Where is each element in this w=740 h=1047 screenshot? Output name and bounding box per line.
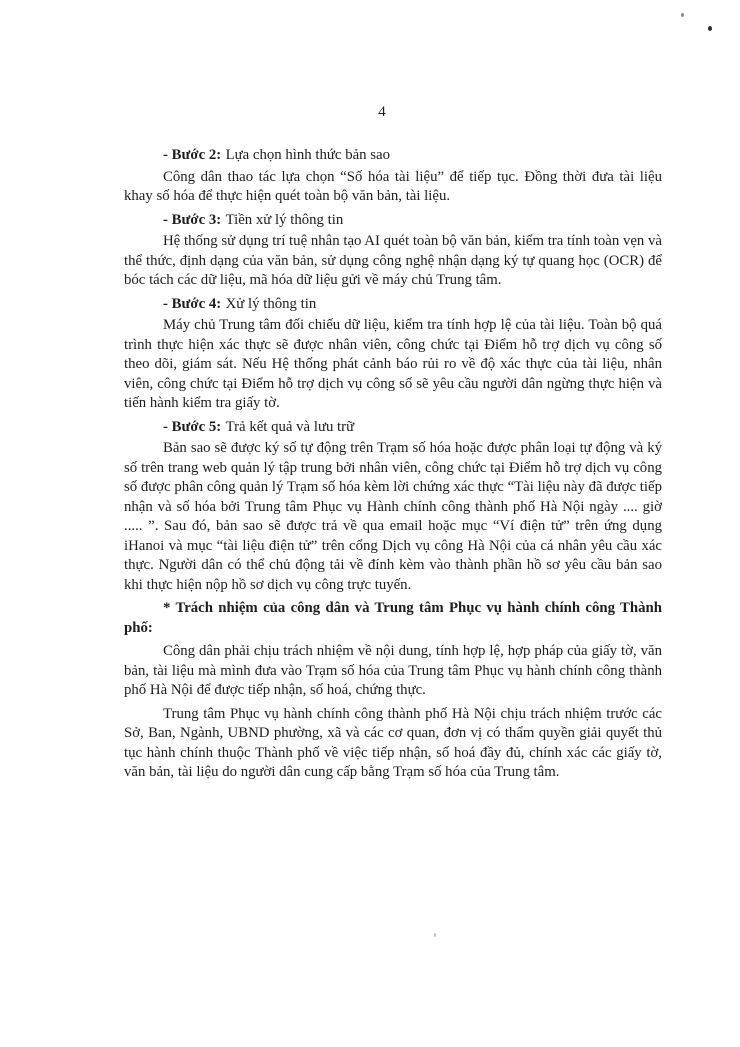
scan-speck-icon — [434, 933, 436, 937]
step-5-label: - Bước 5: — [163, 418, 222, 435]
responsibility-paragraph-2: Trung tâm Phục vụ hành chính công thành phố Hà Nội chịu trách nhiệm trước các Sở, Ban, Ngành, UBND phường, xã và các cơ quan, đơn vị có thẩm quyền giải quyết thủ tục hành chính thuộc Thành phố về việc tiếp nhận, số hoá đầy đủ, chính xác các giấy tờ, văn bản, tài liệu do người dân cung cấp bằng Trạm số hóa của Trung tâm. — [124, 705, 662, 780]
responsibility-heading: * Trách nhiệm của công dân và Trung tâm Phục vụ hành chính công Thành phố: — [124, 600, 662, 636]
step-2-heading — [124, 146, 662, 166]
page-number: 4 — [378, 104, 386, 120]
scan-speck-icon — [681, 13, 684, 17]
step-3-label: - Bước 3: — [163, 211, 222, 228]
step-3-title: Tiền xử lý thông tin — [225, 211, 344, 228]
step-2-label: - Bước 2: — [163, 147, 222, 163]
responsibility-paragraph-1: Công dân phải chịu trách nhiệm về nội dung, tính hợp lệ, hợp pháp của giấy tờ, văn bản, tài liệu mà mình đưa vào Trạm số hóa của Trung tâm Phục vụ hành chính công thành phố Hà Nội để được tiếp nhận, số hoá, chứng thực. — [124, 643, 662, 698]
step-4-heading — [124, 295, 662, 315]
document-body — [124, 144, 662, 787]
step-3-paragraph: Hệ thống sử dụng trí tuệ nhân tạo AI quét toàn bộ văn bản, kiểm tra tính toàn vẹn và thể thức, định dạng của văn bản, sử dụng công nghệ nhận dạng ký tự quang học (OCR) để bóc tách các dữ liệu, mã hóa dữ liệu gửi về máy chủ Trung tâm. — [124, 233, 662, 288]
step-2-title: Lựa chọn hình thức bản sao — [225, 147, 390, 163]
step-2-paragraph: Công dân thao tác lựa chọn “Số hóa tài liệu” để tiếp tục. Đồng thời đưa tài liệu khay số hóa để thực hiện quét toàn bộ văn bản, tài liệu. — [124, 168, 662, 204]
step-5-paragraph: Bản sao sẽ được ký số tự động trên Trạm số hóa hoặc được phân loại tự động và ký số trên trang web quản lý tập trung bởi nhân viên, công chức tại Điểm hỗ trợ dịch vụ công số được phân công quản lý Trạm số hóa kèm lời chứng xác thực “Tài liệu này đã được tiếp nhận và số hóa bởi Trung tâm Phục vụ Hành chính công thành phố Hà Nội ngày .... giờ ..... ”. Sau đó, bản sao sẽ được trả về qua email hoặc mục “Ví điện tử” trên ứng dụng iHanoi và mục “tài liệu điện tử” trên cổng Dịch vụ công Hà Nội của cá nhân yêu cầu xác thực. Người dân có thể chủ động tải về đính kèm vào thành phần hồ sơ yêu cầu bản sao khi thực hiện nộp hồ sơ dịch vụ công trực tuyến. — [124, 440, 662, 593]
step-5-heading — [124, 418, 662, 438]
step-4-label: - Bước 4: — [163, 295, 222, 312]
step-3-heading — [124, 211, 662, 231]
scan-speck-icon — [708, 26, 712, 31]
step-4-paragraph: Máy chủ Trung tâm đối chiếu dữ liệu, kiểm tra tính hợp lệ của tài liệu. Toàn bộ quá trình thực hiện xác thực sẽ được nhân viên, công chức tại Điểm hỗ trợ dịch vụ công số theo dõi, giám sát. Nếu Hệ thống phát cảnh báo rủi ro về độ xác thực của tài liệu, nhân viên, công chức tại Điểm hỗ trợ dịch vụ công số sẽ yêu cầu người dân ngừng thực hiện và tiến hành kiểm tra giấy tờ. — [124, 317, 662, 411]
step-5-title: Trả kết quả và lưu trữ — [225, 418, 355, 435]
step-4-title: Xử lý thông tin — [225, 295, 317, 312]
